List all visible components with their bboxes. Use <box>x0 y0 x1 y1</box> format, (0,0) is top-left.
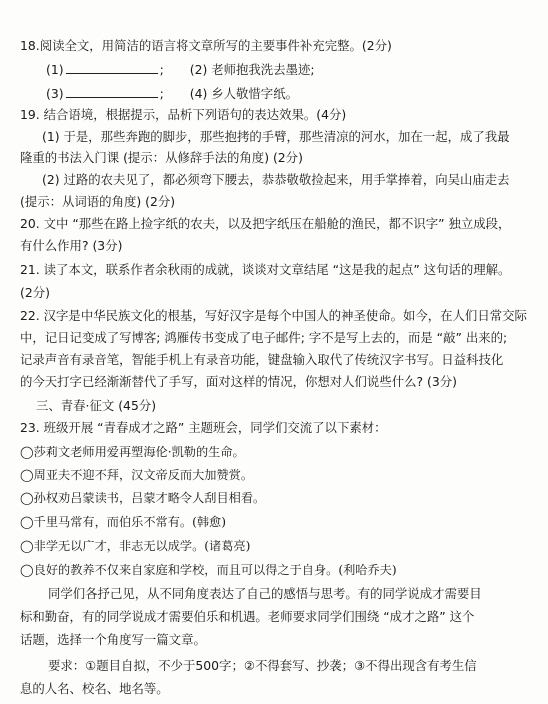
q18-items-row2 <box>46 86 298 102</box>
q23-para-line3: 话题，选择一个角度写一篇文章。 <box>20 632 206 647</box>
q18-item3-num: (3) <box>46 86 64 101</box>
q18-item1-num: (1) <box>46 62 64 77</box>
q23-para-line1: 同学们各抒己见，从不同角度表达了自己的感悟与思考。有的同学说成才需要目 <box>48 586 482 601</box>
q20-line2: 有什么作用? (3分) <box>20 238 123 253</box>
q21-line2: (2分) <box>20 285 50 300</box>
q19-p2-line1: (2) 过路的农夫见了，都必须弯下腰去，恭恭敬敬捡起来，用手掌捧着，向吴山庙走去 <box>42 172 510 187</box>
q22-line3: 记录声音有录音笔，智能手机上有录音功能，键盘输入取代了传统汉字书写。日益科技化 <box>20 352 504 367</box>
q22-line1: 22. 汉字是中华民族文化的根基，写好汉字是每个中国人的神圣使命。如今，在人们日常交际 <box>20 308 527 323</box>
q19-p2-line2: (提示：从词语的角度) (2分) <box>20 194 176 209</box>
q23-material-3: ◯孙权劝吕蒙读书，吕蒙才略令人刮目相看。 <box>20 491 266 505</box>
q19-stem: 19. 结合语境，根据提示，品析下列语句的表达效果。(4分) <box>20 107 347 122</box>
q23-material-4: ◯千里马常有，而伯乐不常有。(韩愈) <box>20 515 226 529</box>
q23-material-2: ◯周亚夫不迎不拜，汉文帝反而大加赞赏。 <box>20 468 254 482</box>
q22-line4: 的今天打字已经渐渐替代了手写，面对这样的情况，你想对人们说些什么? (3分) <box>20 374 457 389</box>
q21-line1: 21. 读了本文，联系作者余秋雨的成就，谈谈对文章结尾 “这是我的起点” 这句话的理解。 <box>20 262 511 277</box>
q18-answer-blank-1[interactable] <box>66 62 158 74</box>
q23-material-1: ◯莎莉文老师用爱再塑海伦·凯勒的生命。 <box>20 445 245 459</box>
q23-para-line2: 标和勤奋，有的同学说成才需要伯乐和机遇。老师要求同学们围绕 “成才之路” 这个 <box>20 609 475 624</box>
q23-req-line1: 要求：①题目自拟，不少于500字；②不得套写、抄袭；③不得出现含有考生信 <box>48 658 477 673</box>
q23-material-5: ◯非学无以广才，非志无以成学。(诸葛亮) <box>20 539 251 553</box>
q23-stem: 23. 班级开展 “青春成才之路” 主题班会，同学们交流了以下素材： <box>20 420 387 435</box>
q20-line1: 20. 文中 “那些在路上捡字纸的农夫，以及把字纸压在船舱的渔民，都不识字” 独立成段， <box>20 216 511 231</box>
q18-item1-end: ; <box>159 62 164 77</box>
q18-stem: 18.阅读全文，用简洁的语言将文章所写的主要事件补充完整。(2分) <box>20 38 392 53</box>
q23-req-line2: 息的人名、校名、地名等。 <box>20 681 169 696</box>
q18-answer-blank-3[interactable] <box>66 86 158 98</box>
section3-title: 三、青春·征文 (45分) <box>36 398 157 413</box>
q19-p1-line2: 隆重的书法入门课 (提示：从修辞手法的角度) (2分) <box>20 150 303 165</box>
q18-items-row1 <box>46 62 315 78</box>
q23-material-6: ◯良好的教养不仅来自家庭和学校，而且可以得之于自身。(利哈乔夫) <box>20 563 397 577</box>
q19-p1-line1: (1) 于是，那些奔跑的脚步，那些抱拷的手臂，那些清凉的河水，加在一起，成了我最 <box>42 129 510 144</box>
q22-line2: 中，记日记变成了写博客; 鸿雁传书变成了电子邮件; 字不是写上去的，而是 “敲” 出来的; <box>20 330 508 345</box>
q18-item2: (2) 老师抱我洗去墨迹; <box>189 62 315 77</box>
q18-item4: (4) 乡人敬惜字纸。 <box>189 86 298 101</box>
q18-item3-end: ; <box>159 86 164 101</box>
